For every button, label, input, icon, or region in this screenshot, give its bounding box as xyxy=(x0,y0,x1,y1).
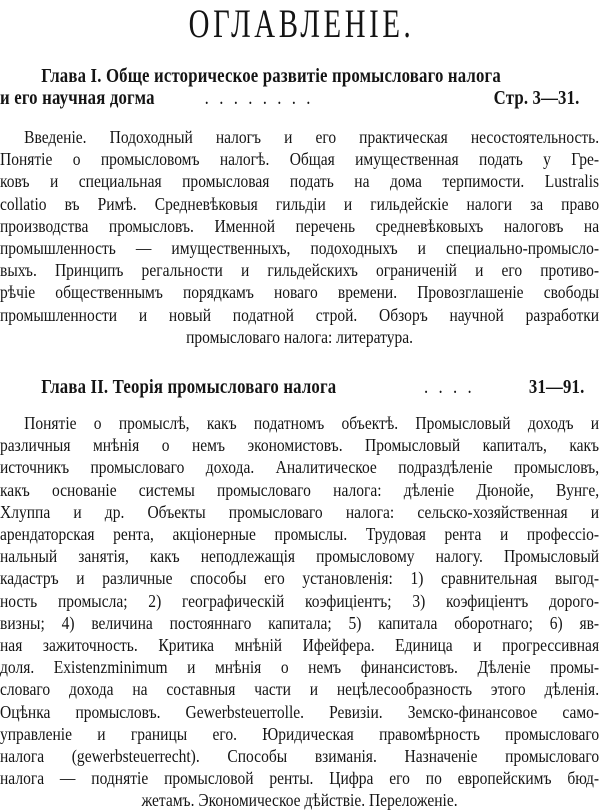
summary-line: налога — поднятiе промысловой ренты. Цифра его по европейскимъ бюд- xyxy=(0,768,600,789)
summary-line: промысловаго налога: литература. xyxy=(186,326,413,347)
summary-line: жетамъ. Экономическое дѣйствiе. Переложенiе. xyxy=(141,790,458,811)
summary-line: визны; 4) величина постояннаго капитала; 5) капитала оборотнаго; 6) яв- xyxy=(0,612,600,633)
summary-line: нальный занятiя, какъ неподлежащiя промысловому налогу. Промысловый xyxy=(0,546,600,567)
summary-line: рѣчiе общественнымъ порядкамъ новаго времени. Провозглашенiе свободы xyxy=(0,282,600,303)
summary-line: Введенiе. Подоходный налогъ и его практическая несостоятельность. xyxy=(24,127,600,147)
chapter-1-summary xyxy=(0,126,599,348)
chapter-2-heading-text: Глава II. Теорiя промысловаго налога xyxy=(41,377,337,398)
summary-line: выхъ. Принципъ регальности и гильдейскихъ ограниченiй и его противо- xyxy=(0,260,600,281)
summary-line: арендаторская рента, акцiонерные промыслы. Трудовая рента и профессiо- xyxy=(0,524,600,545)
chapter-2-heading-line xyxy=(0,377,602,399)
chapter-1-heading xyxy=(0,66,602,110)
summary-line: ность промысла; 2) географическiй коэфицiентъ; 3) коэфицiентъ дорого- xyxy=(0,590,600,611)
summary-line: Оцѣнка промысловъ. Gewerbsteuerrolle. Ревизiи. Земско-финансовое само- xyxy=(0,701,600,722)
summary-line: производства промысловъ. Именной перечень средневѣковыхъ налоговъ на xyxy=(0,215,600,236)
summary-line: различныя мнѣнiя о немъ экономистовъ. Промысловый капиталъ, какъ xyxy=(0,435,600,456)
summary-line: кадастръ и различные способы его установленiя: 1) сравнительная выгод- xyxy=(0,568,600,589)
summary-line: Понятiе о промыслѣ, какъ податномъ объектѣ. Промысловый доходъ и xyxy=(24,413,600,433)
chapter-1-heading-text: и его научная догма xyxy=(0,88,155,109)
summary-line: ная зажиточность. Критика мнѣнiй Ифейфера. Единица и прогрессивная xyxy=(0,635,600,656)
summary-line: доля. Existenzminimum и мнѣнiя о немъ финансистовъ. Дѣленiе промы- xyxy=(0,657,600,678)
chapter-1-leader-dots: ........ xyxy=(204,88,321,109)
summary-line: ковъ и специальная промысловая подать на дома терпимости. Lustralis xyxy=(0,171,600,192)
chapter-1-page-range: Стр. 3—31. xyxy=(493,88,580,109)
page-title: ОГЛАВЛЕНIЕ. xyxy=(188,1,415,46)
summary-line: какъ основанiе системы промысловаго налога: дѣленiе Дюнойе, Вунге, xyxy=(0,479,600,500)
chapter-2-heading xyxy=(0,377,602,399)
summary-line: collatio въ Римѣ. Средневѣковыя гильдiи и гильдейскiе налоги за право xyxy=(0,193,600,214)
chapter-2-summary xyxy=(0,412,599,812)
summary-line: управленiе и границы его. Юридическая правомѣрность промысловаго xyxy=(0,723,600,744)
summary-line: налога (gewerbsteuerrecht). Способы взиманiя. Назначенiе промысловаго xyxy=(0,746,600,767)
summary-line: промышленность — имущественныхъ, подоходныхъ и специально-промысло- xyxy=(0,238,600,259)
chapter-1-heading-line2 xyxy=(0,88,602,110)
summary-line: промышленности и новый податной строй. Обзоръ научной разработки xyxy=(0,304,600,325)
chapter-2-leader-dots: .... xyxy=(423,377,483,398)
chapter-1-heading-line1: Глава I. Обще историческое развитiе промысловаго налога xyxy=(41,66,501,87)
summary-line: словаго дохода на составныя части и нецѣлесообразность этого дѣленiя. xyxy=(0,679,600,700)
summary-line: Хлуппа и др. Объекты промысловаго налога: сельско-хозяйственная и xyxy=(0,501,600,522)
summary-line: Понятiе о промысловомъ налогѣ. Общая имущественная подать у Гре- xyxy=(0,149,600,170)
summary-line: источникъ промысловаго дохода. Аналитическое подраздѣленiе промысловъ, xyxy=(0,457,600,478)
chapter-2-page-range: 31—91. xyxy=(528,377,585,398)
